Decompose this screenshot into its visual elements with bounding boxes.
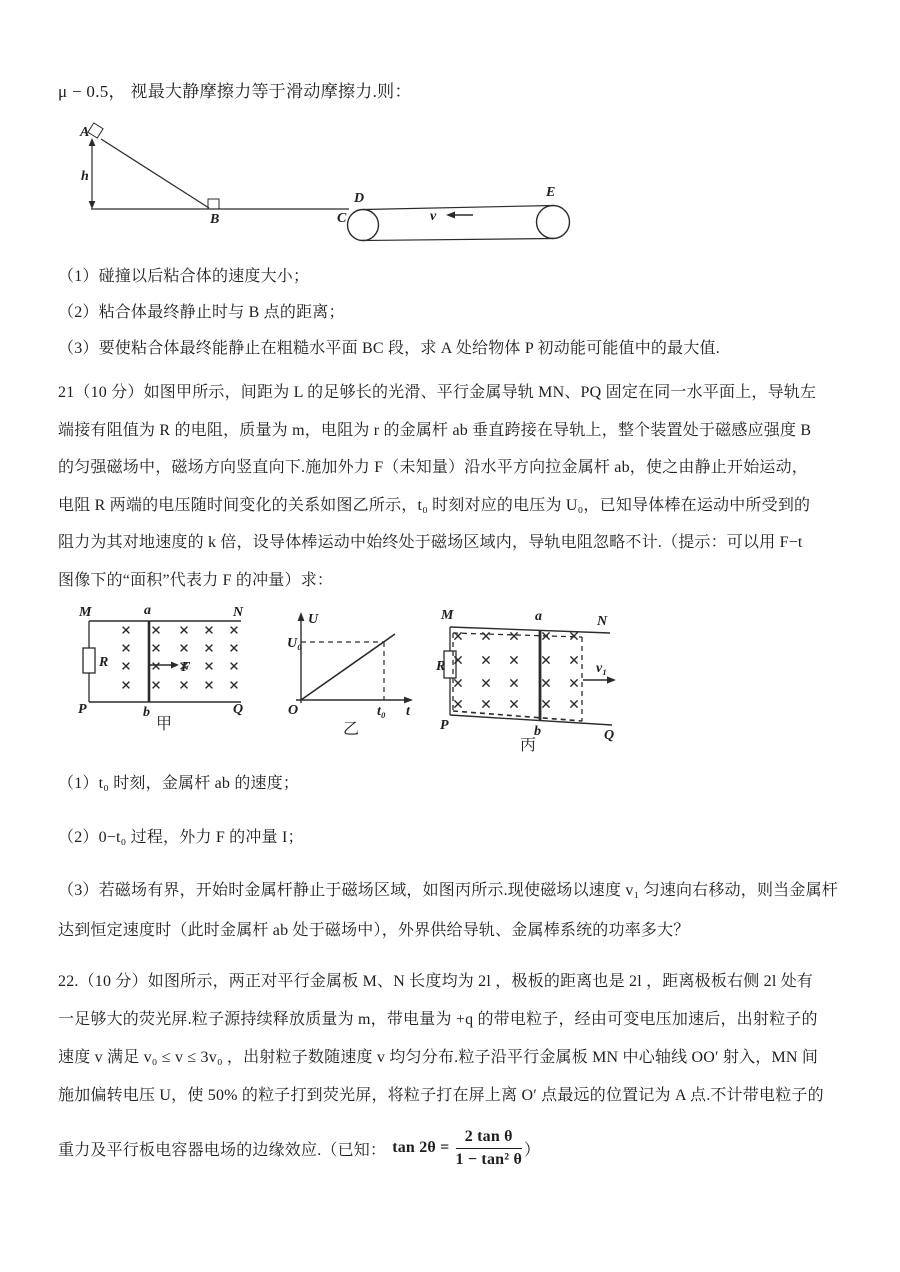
q21-item-3: （3）若磁场有界，开始时金属杆静止于磁场区域，如图丙所示.现使磁场以速度 v₁ 匀速向右移动，则当金属杆达到恒定速度时（此时金属杆 ab 处于磁场中），外界供给导轨、金属棒系统的功率多大？ (58, 882, 838, 939)
label-Q: Q (604, 728, 615, 743)
label-b: b (534, 724, 541, 739)
figure-incline-conveyor (78, 118, 593, 250)
label-M: M (79, 605, 92, 620)
label-U: U (308, 612, 319, 627)
label-height-h: h (81, 169, 89, 184)
label-a: a (535, 609, 542, 624)
bing-velocity-arrowhead (607, 676, 616, 683)
caption-jia: 甲 (155, 716, 173, 733)
q21-line-4: 电阻 R 两端的电压随时间变化的关系如图乙所示，t₀ 时刻对应的电压为 U₀，已知导体棒在运动中所受到的 (58, 496, 811, 514)
caption-yi: 乙 (342, 721, 360, 738)
figure-yi-wrap (285, 603, 420, 738)
label-belt-velocity: v (430, 209, 437, 224)
label-P: P (440, 718, 449, 733)
q20-item-1: （1）碰撞以后粘合体的速度大小； (58, 268, 310, 285)
formula-denominator: 1 − tan² θ (455, 1150, 522, 1168)
q21-line-1: 21（10 分）如图甲所示，间距为 L 的足够长的光滑、平行金属导轨 MN、PQ 固定在同一水平面上，导轨左 (58, 384, 817, 401)
label-N: N (233, 605, 244, 620)
label-v1: v₁ (596, 661, 608, 676)
figure-bing-moving-field (436, 603, 621, 753)
bing-top-rail (450, 627, 610, 633)
formula-numerator: 2 tan θ (456, 1128, 523, 1149)
formula-fraction (456, 1128, 523, 1169)
formula-suffix: ） (524, 1141, 541, 1159)
height-arrow-up (89, 138, 96, 146)
q21-line-3: 的匀强磁场中，磁场方向竖直向下.施加外力 F（未知量）沿水平方向拉金属杆 ab，使之由静止开始运动， (58, 459, 809, 476)
intro-line: μ − 0.5， 视最大静摩擦力等于滑动摩擦力.则： (58, 82, 412, 101)
jia-resistor (83, 648, 95, 673)
q21-body (58, 374, 850, 599)
label-point-C: C (337, 211, 347, 226)
jia-field-into-page-symbols (123, 627, 238, 689)
bing-field-top-dashed (453, 633, 582, 637)
formula-prefix: 重力及平行板电容器电场的边缘效应.（已知： (58, 1141, 387, 1159)
q22-line-2: 一足够大的荧光屏.粒子源持续释放质量为 m，带电量为 +q 的带电粒子，经由可变电压加速后，出射粒子的 (58, 1011, 818, 1028)
block-at-A (88, 123, 103, 138)
bing-bottom-rail (450, 715, 612, 725)
belt-velocity-arrowhead (446, 212, 455, 219)
q21-figures-row (76, 603, 850, 753)
label-N: N (597, 614, 608, 629)
label-Q: Q (233, 702, 244, 717)
yi-u-axis-arrowhead (298, 612, 305, 621)
block-at-B (208, 199, 219, 209)
bing-resistor (444, 651, 456, 678)
label-point-A: A (80, 125, 90, 140)
q21-line-2: 端接有阻值为 R 的电阻，质量为 m，电阻为 r 的金属杆 ab 垂直跨接在导轨上，整个装置处于磁感应强度 B (58, 421, 812, 439)
label-point-B: B (210, 212, 220, 227)
q21-line-5: 阻力为其对地速度的 k 倍，设导体棒运动中始终处于磁场区域内，导轨电阻忽略不计.（提示：可以用 F−t (58, 534, 803, 551)
conveyor-group (337, 185, 570, 241)
label-R: R (99, 655, 109, 670)
right-pulley (537, 206, 570, 239)
q21-item-2: （2）0−t₀ 过程，外力 F 的冲量 I； (58, 829, 304, 846)
q22-line-3: 速度 v 满足 v₀ ≤ v ≤ 3v₀ ，出射粒子数随速度 v 均匀分布.粒子沿平行金属板 MN 中心轴线 OO′ 射入，MN 间 (58, 1049, 819, 1066)
figure-jia-rail-circuit (76, 603, 251, 733)
label-P: P (78, 702, 87, 717)
formula-lhs: tan 2θ = (392, 1139, 450, 1156)
label-U0: U₀ (287, 636, 302, 651)
yi-t-axis-arrowhead (404, 697, 413, 704)
bing-field-into-page-symbols (454, 632, 577, 707)
figure-yi-ut-graph (285, 603, 420, 738)
q21-line-6: 图像下的“面积”代表力 F 的冲量）求： (58, 571, 334, 589)
label-M: M (441, 608, 454, 623)
label-t0: t₀ (377, 704, 386, 719)
label-F: F (181, 660, 191, 675)
figure-bing-wrap (436, 603, 621, 753)
label-b: b (143, 705, 150, 720)
label-t: t (406, 704, 410, 719)
q22-line-4: 施加偏转电压 U，使 50% 的粒子打到荧光屏，将粒子打在屏上离 O′ 点最远的位置记为 A 点.不计带电粒子的 (58, 1087, 824, 1104)
height-arrow-down (89, 201, 96, 209)
q22-body (58, 963, 850, 1115)
left-pulley (348, 210, 379, 241)
yi-u-t-line (301, 634, 395, 700)
q20-items (58, 266, 850, 360)
q20-item-3: （3）要使粘合体最终能静止在粗糙水平面 BC 段，求 A 处给物体 P 初动能可能值中的最大值. (58, 340, 720, 357)
jia-force-arrowhead (171, 662, 179, 669)
belt-bottom (363, 239, 553, 241)
q21-item-1: （1）t₀ 时刻，金属杆 ab 的速度； (58, 775, 300, 792)
q20-item-2: （2）粘合体最终静止时与 B 点的距离； (58, 304, 345, 321)
label-R: R (436, 659, 446, 674)
belt-top (363, 206, 553, 210)
label-a: a (144, 603, 151, 618)
q22-line-1: 22.（10 分）如图所示，两正对平行金属板 M、N 长度均为 2l ，极板的距离也是 2l ，距离极板右侧 2l 处有 (58, 973, 814, 990)
label-point-D: D (354, 191, 365, 206)
incline-group (79, 123, 349, 227)
page-content (58, 80, 850, 1177)
incline-string (101, 139, 209, 208)
q22-closing-line (58, 1119, 850, 1177)
q21-items (58, 773, 850, 951)
label-O: O (288, 703, 299, 718)
label-point-E: E (546, 185, 556, 200)
caption-bing: 丙 (519, 737, 537, 753)
